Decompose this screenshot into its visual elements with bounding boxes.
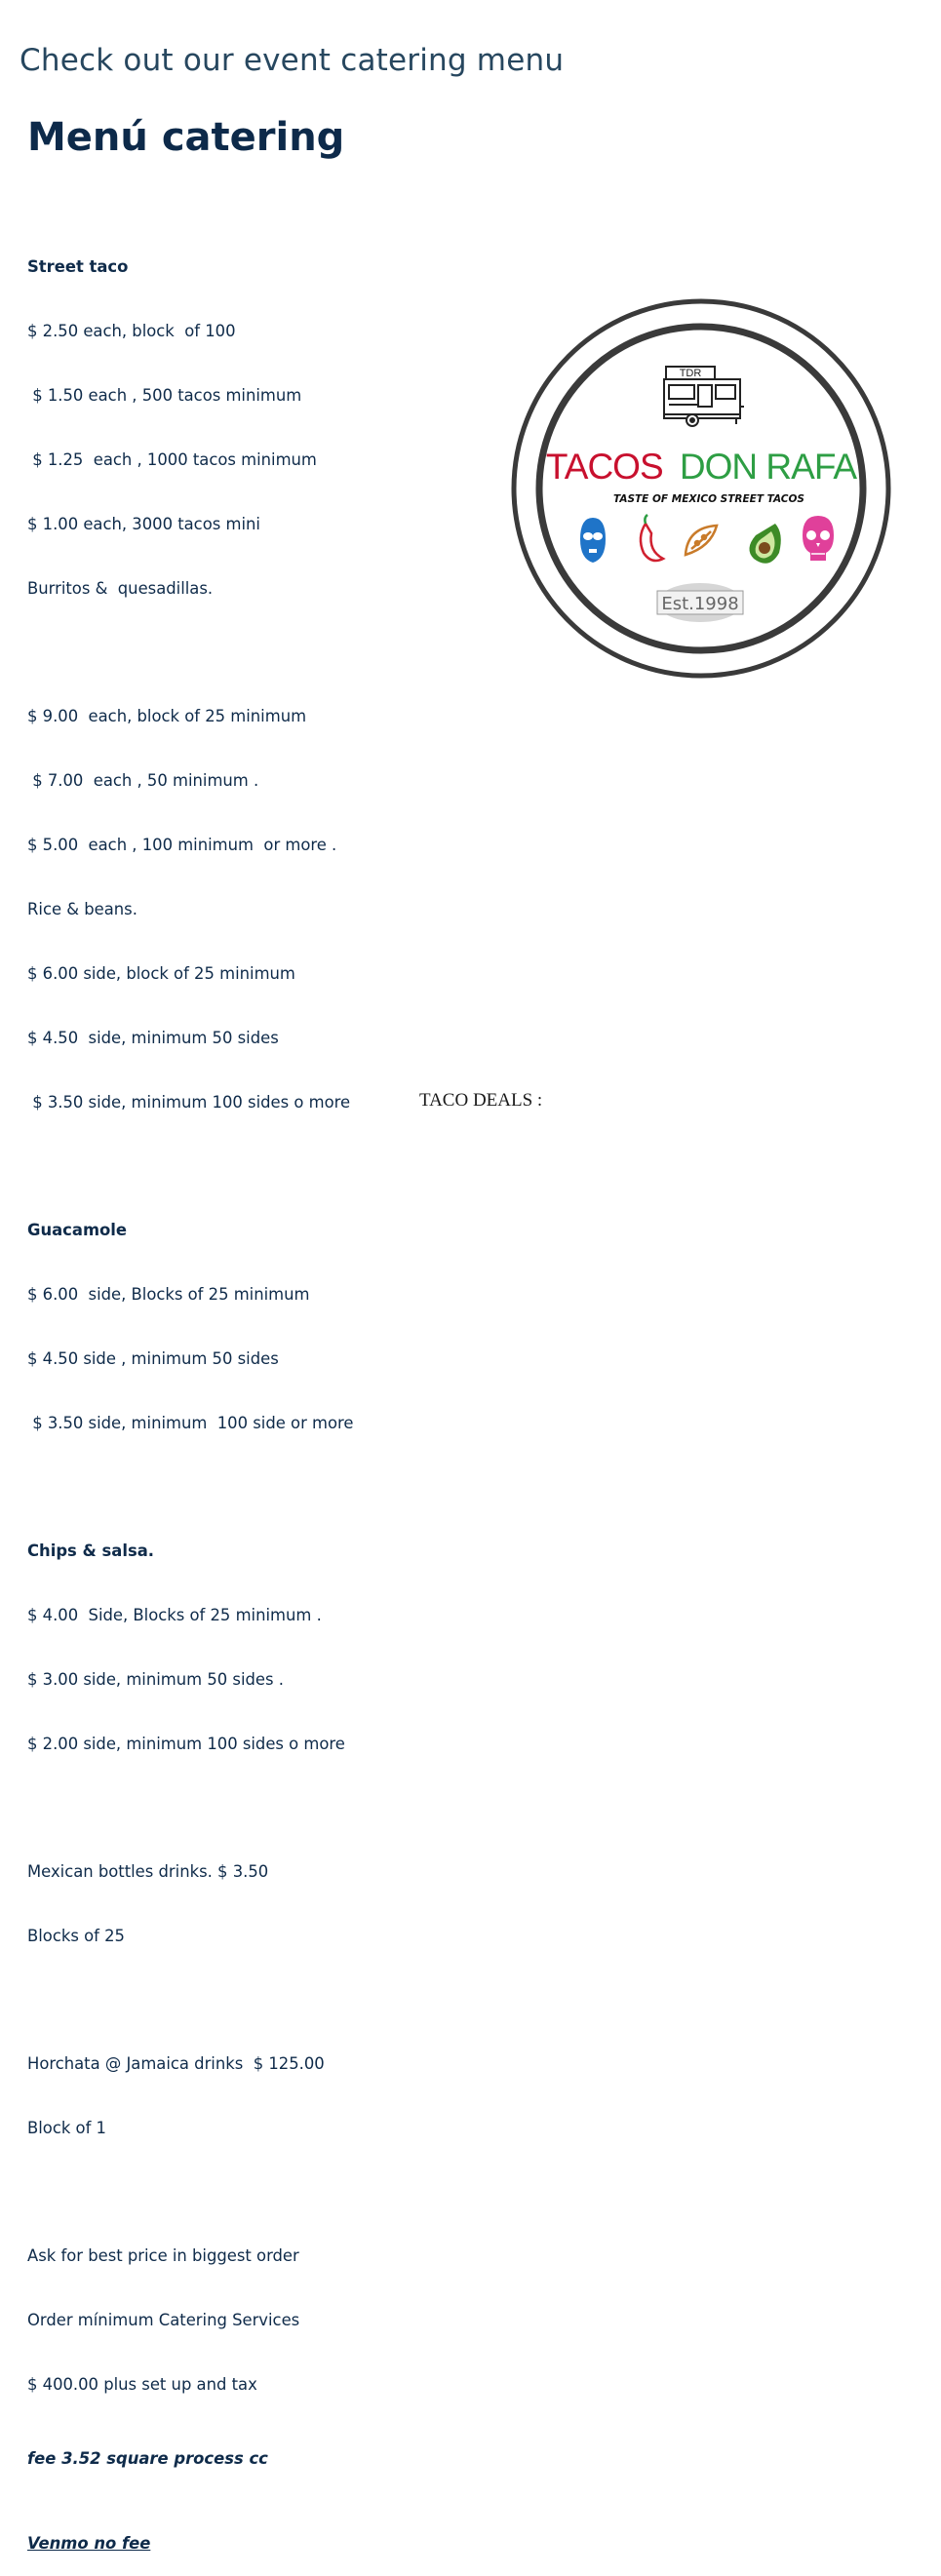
menu-title: Menú catering [27,115,345,160]
menu-line: $ 1.50 each , 500 tacos minimum [27,386,302,405]
svg-text:TACOS DON RAFA [546,447,857,487]
menu-line: Ask for best price in biggest order [27,2246,299,2265]
fee-note: fee 3.52 square process cc [27,2449,268,2468]
avocado-icon [749,524,780,564]
food-truck-icon [664,367,744,426]
page-headline: Check out our event catering menu [20,43,565,78]
rice-beans-heading: Rice & beans. [27,900,137,918]
menu-line: $ 4.50 side , minimum 50 sides [27,1349,279,1368]
menu-line: $ 6.00 side, block of 25 minimum [27,964,295,983]
menu-line: Mexican bottles drinks. $ 3.50 [27,1862,269,1881]
catering-menu [27,214,456,2576]
taco-icon [686,526,717,555]
menu-line: $ 7.00 each , 50 minimum . [27,771,259,790]
sugar-skull-icon [803,516,834,561]
burritos-heading: Burritos & quesadillas. [27,579,214,598]
brand-don-rafa: DON RAFA [679,447,857,487]
menu-line: $ 2.00 side, minimum 100 sides o more [27,1735,345,1753]
luchador-mask-icon [580,518,606,563]
tacos-don-rafa-logo [510,297,892,680]
menu-line: Blocks of 25 [27,1927,125,1945]
established-badge [657,583,743,622]
menu-line: $ 3.00 side, minimum 50 sides . [27,1670,284,1689]
menu-line: $ 3.50 side, minimum 100 sides o more [27,1093,351,1112]
menu-line: $ 5.00 each , 100 minimum or more . [27,836,337,854]
menu-line: $ 1.25 each , 1000 tacos minimum [27,450,317,469]
menu-line: $ 3.50 side, minimum 100 side or more [27,1414,354,1432]
menu-line: Horchata @ Jamaica drinks $ 125.00 [27,2054,325,2073]
chili-pepper-icon [641,515,663,561]
menu-line: $ 4.50 side, minimum 50 sides [27,1029,279,1047]
taco-deals-label: TACO DEALS : [419,1090,543,1111]
established-year: Est.1998 [661,594,739,614]
chips-heading: Chips & salsa. [27,1542,154,1560]
logo-tagline: TASTE OF MEXICO STREET TACOS [612,493,805,505]
menu-line: $ 2.50 each, block of 100 [27,322,236,340]
truck-sign: TDR [679,368,702,379]
menu-line: $ 400.00 plus set up and tax [27,2375,257,2394]
menu-line: $ 1.00 each, 3000 tacos mini [27,515,260,533]
brand-tacos: TACOS [545,447,663,487]
menu-line: Order mínimum Catering Services [27,2311,300,2329]
menu-line: $ 4.00 Side, Blocks of 25 minimum . [27,1606,322,1624]
venmo-link[interactable]: Venmo no fee [27,2534,151,2553]
guacamole-heading: Guacamole [27,1221,128,1239]
menu-line: $ 6.00 side, Blocks of 25 minimum [27,1285,310,1304]
street-taco-heading: Street taco [27,257,129,276]
menu-line: Block of 1 [27,2119,106,2137]
menu-line: $ 9.00 each, block of 25 minimum [27,707,307,725]
